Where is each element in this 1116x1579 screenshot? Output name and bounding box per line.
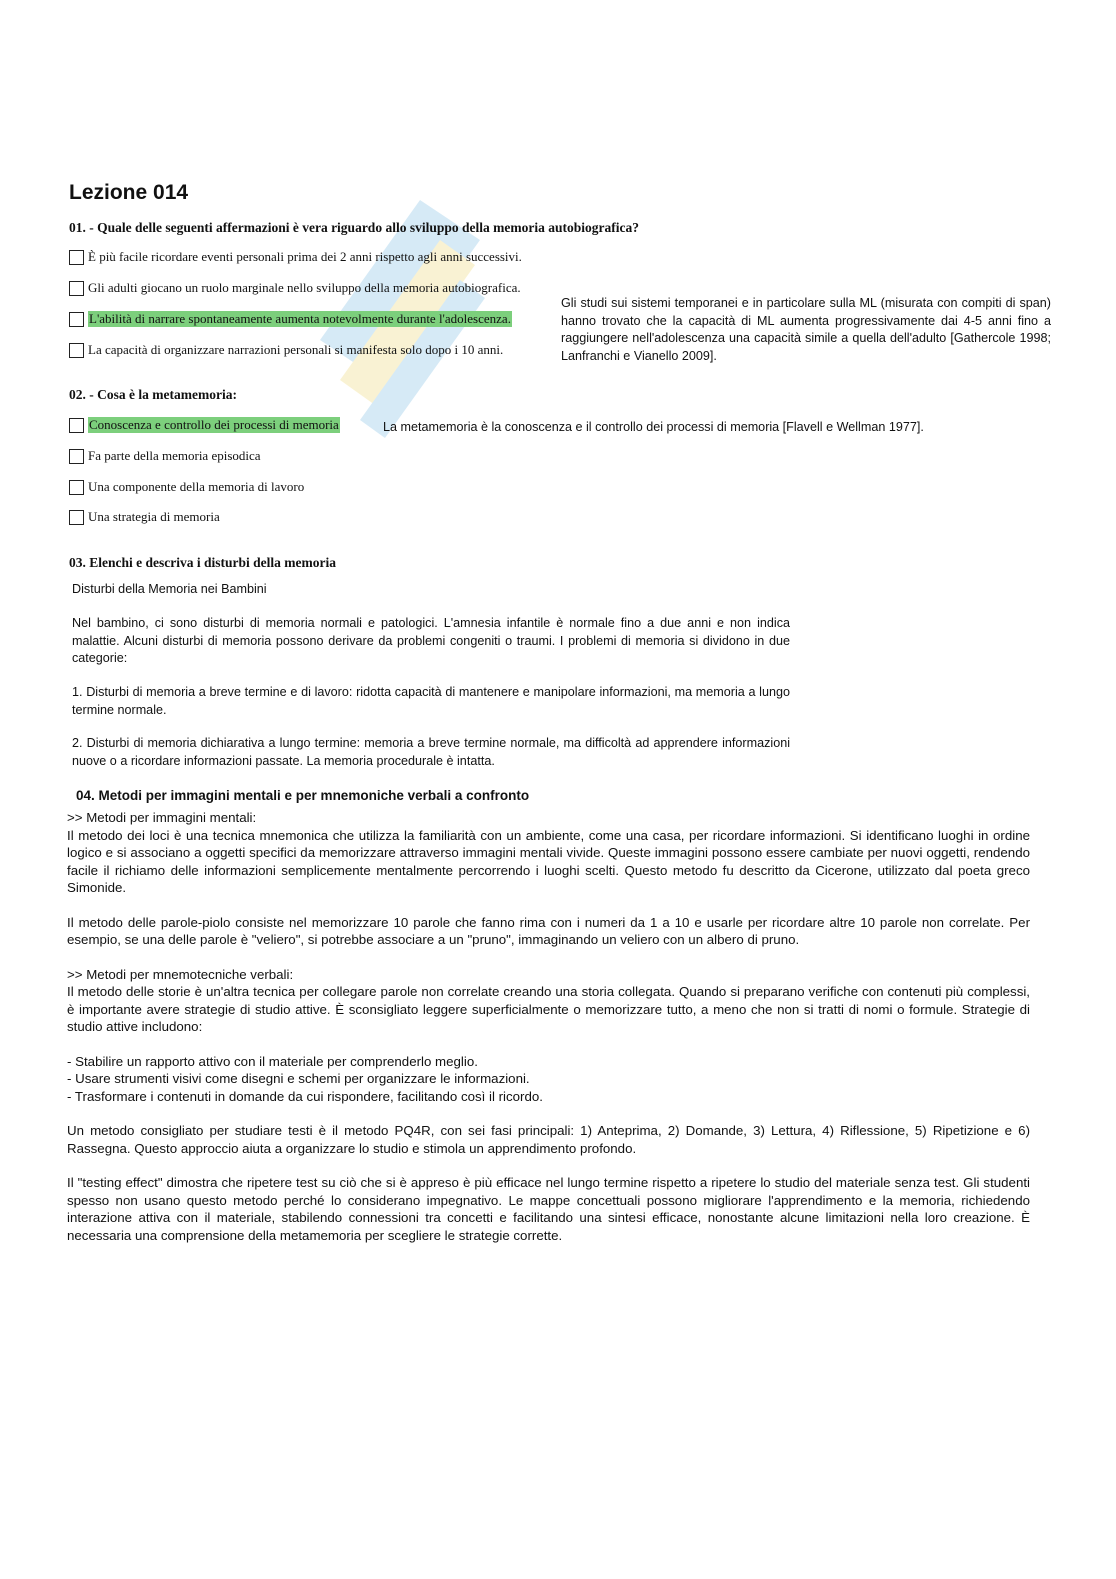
option-label: Una strategia di memoria (88, 509, 220, 524)
q3-heading: 03. Elenchi e descriva i disturbi della memoria (69, 555, 336, 570)
q1-heading: 01. - Quale delle seguenti affermazioni è vera riguardo allo sviluppo della memoria autobiografica? (69, 220, 639, 235)
list-item: - Usare strumenti visivi come disegni e schemi per organizzare le informazioni. (67, 1071, 530, 1086)
list-item: - Trasformare i contenuti in domande da cui rispondere, facilitando così il ricordo. (67, 1088, 543, 1104)
q2-option-3[interactable] (69, 479, 304, 495)
option-label: La capacità di organizzare narrazioni personali si manifesta solo dopo i 10 anni. (88, 342, 504, 357)
checkbox[interactable] (69, 343, 84, 358)
checkbox[interactable] (69, 418, 84, 433)
checkbox[interactable] (69, 510, 84, 525)
page-title: Lezione 014 (69, 181, 189, 204)
q4-paragraph-loci: Il metodo dei loci è una tecnica mnemonica che utilizza la familiarità con un ambiente, come una casa, per ricordare informazioni. Si identificano luoghi in ordine logico e si associano a oggetti specifici da memorizzare attraverso immagini mentali vivide. Queste immagini possono essere cambiate per nuovi oggetti, rendendo facile il richiamo delle informazioni semplicemente mentalmente percorrendo i luoghi scelti. Questo metodo fu descritto da Cicerone, utilizzato dal poeta greco Simonide. (67, 827, 1030, 895)
list-item: - Stabilire un rapporto attivo con il materiale per comprenderlo meglio. (67, 1053, 478, 1069)
checkbox[interactable] (69, 449, 84, 464)
q4-body (67, 809, 1030, 1261)
option-label: Una componente della memoria di lavoro (88, 479, 305, 494)
q1-option-2[interactable] (69, 280, 521, 296)
q4-heading: 04. Metodi per immagini mentali e per mnemoniche verbali a confronto (76, 788, 530, 803)
q1-note: Gli studi sui sistemi temporanei e in particolare sulla ML (misurata con compiti di span) hanno trovato che la capacità di ML aumenta progressivamente dai 4-5 anni fino a raggiungere nell'adolescenza una capacità simile a quella dell'adulto [Gathercole 1998; Lanfranchi e Vianello 2009]. (561, 296, 1051, 363)
checkbox[interactable] (69, 312, 84, 327)
q3-subtitle: Disturbi della Memoria nei Bambini (72, 582, 267, 596)
q4-subheading-verbal: >> Metodi per mnemotecniche verbali: (67, 966, 294, 982)
q2-option-2[interactable] (69, 448, 261, 464)
q3-paragraph-1: Nel bambino, ci sono disturbi di memoria normali e patologici. L'amnesia infantile è normale fino a due anni e non indica malattie. Alcuni disturbi di memoria possono derivare da problemi congeniti o traumi. I problemi di memoria si dividono in due categorie: (72, 616, 790, 665)
q2-option-1[interactable] (69, 417, 340, 433)
checkbox[interactable] (69, 480, 84, 495)
q1-option-3[interactable] (69, 311, 512, 327)
option-label: Gli adulti giocano un ruolo marginale nello sviluppo della memoria autobiografica. (88, 280, 521, 295)
q4-paragraph-stories: Il metodo delle storie è un'altra tecnica per collegare parole non correlate creando una storia collegata. Quando si preparano verifiche con contenuti più complessi, è importante avere strategie di studio attive. È sconsigliato leggere superficialmente o memorizzare tutto, a meno che non si tratti di nomi o formule. Strategie di studio attive includono: (67, 984, 1030, 1034)
checkbox[interactable] (69, 281, 84, 296)
q2-option-4[interactable] (69, 509, 220, 525)
q4-subheading-images: >> Metodi per immagini mentali: (67, 810, 257, 825)
option-label-correct: L'abilità di narrare spontaneamente aumenta notevolmente durante l'adolescenza. (89, 311, 511, 326)
q1-option-4[interactable] (69, 342, 503, 358)
q3-paragraph-3: 2. Disturbi di memoria dichiarativa a lungo termine: memoria a breve termine normale, ma difficoltà ad apprendere informazioni nuove o a ricordare informazioni passate. La memoria procedurale è intatta. (72, 736, 790, 768)
q3-paragraph-2: 1. Disturbi di memoria a breve termine e di lavoro: ridotta capacità di mantenere e manipolare informazioni, ma memoria a lungo termine normale. (72, 685, 790, 717)
checkbox[interactable] (69, 250, 84, 265)
q4-paragraph-peg: Il metodo delle parole-piolo consiste nel memorizzare 10 parole che fanno rima con i numeri da 1 a 10 e usarle per ricordare altre 10 parole non correlate. Per esempio, se una delle parole è "veliero", si potrebbe associare a un "pruno", immaginando un veliero con un albero di pruno. (67, 914, 1030, 947)
q4-paragraph-testing: Il "testing effect" dimostra che ripetere test su ciò che si è appreso è più efficace nel lungo termine rispetto a ripetere lo studio del materiale senza test. Gli studenti spesso non usano questo metodo perché lo considerano impegnativo. Le mappe concettuali possono migliorare l'apprendimento e la memoria, richiedendo interazione attiva con il materiale, stabilendo connessioni tra concetti e facilitando una sintesi efficace, nonostante alcune limitazioni nella loro creazione. È necessaria una comprensione della metamemoria per scegliere le strategie corrette. (67, 1175, 1030, 1243)
q1-option-1[interactable] (69, 249, 522, 265)
option-label: Fa parte della memoria episodica (88, 448, 261, 463)
option-label: È più facile ricordare eventi personali prima dei 2 anni rispetto agli anni successivi. (88, 249, 522, 264)
option-label-correct: Conoscenza e controllo dei processi di memoria (89, 417, 339, 432)
q2-note: La metamemoria è la conoscenza e il controllo dei processi di memoria [Flavell e Wellman 1977]. (383, 420, 924, 434)
q4-paragraph-pq4r: Un metodo consigliato per studiare testi è il metodo PQ4R, con sei fasi principali: 1) Anteprima, 2) Domande, 3) Lettura, 4) Riflessione, 5) Ripetizione e 6) Rassegna. Questo approccio aiuta a organizzare lo studio e stimola un apprendimento profondo. (67, 1123, 1030, 1156)
q2-heading: 02. - Cosa è la metamemoria: (69, 387, 237, 402)
